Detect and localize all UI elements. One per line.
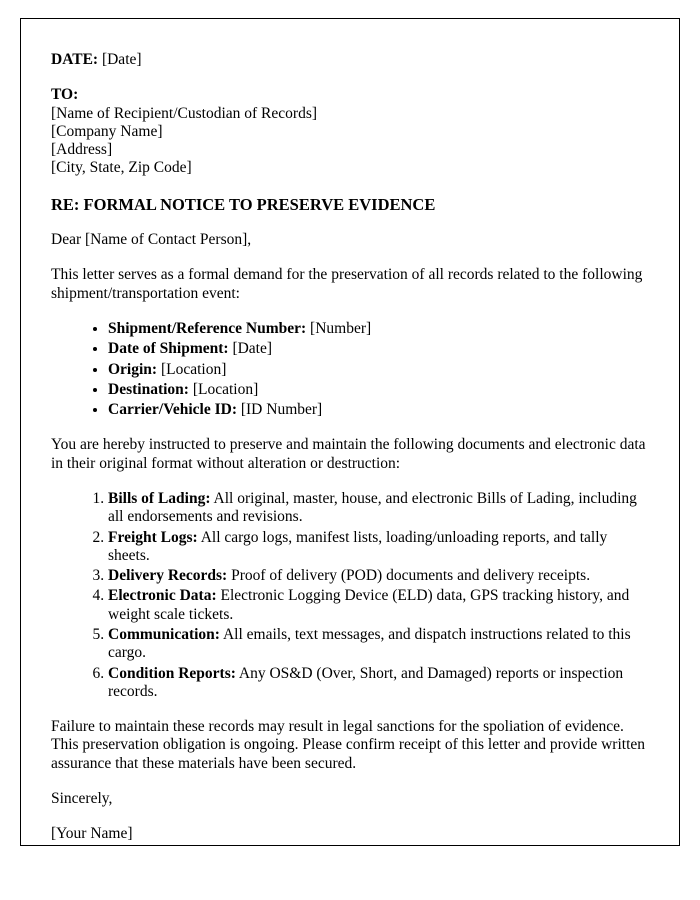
date-line <box>51 51 649 69</box>
detail-label: Destination: <box>108 380 189 398</box>
item-label: Communication: <box>108 625 220 643</box>
list-item <box>108 490 649 527</box>
recipient-block <box>51 86 649 177</box>
item-label: Electronic Data: <box>108 587 217 605</box>
recipient-address: [Address] <box>51 141 113 159</box>
recipient-company: [Company Name] <box>51 122 163 140</box>
signature-name: [Your Name] <box>51 825 133 843</box>
detail-label: Shipment/Reference Number: <box>108 320 307 337</box>
item-label: Bills of Lading: <box>108 489 211 507</box>
item-text: All original, master, house, and electronic Bills of Lading, including all endorsements and revisions. <box>108 489 637 526</box>
list-item <box>108 567 649 585</box>
list-item <box>108 381 649 399</box>
item-text: Any OS&D (Over, Short, and Damaged) reports or inspection records. <box>108 664 624 700</box>
recipient-city-state-zip: [City, State, Zip Code] <box>51 159 192 177</box>
detail-label: Origin: <box>108 360 158 378</box>
item-text: Proof of delivery (POD) documents and delivery receipts. <box>231 567 591 585</box>
list-item <box>108 401 649 419</box>
shipment-details-list <box>51 320 649 419</box>
detail-value: [Location] <box>192 380 259 398</box>
item-text: All cargo logs, manifest lists, loading/unloading reports, and tally sheets. <box>108 528 608 564</box>
detail-value: [Number] <box>310 320 372 337</box>
detail-label: Date of Shipment: <box>108 340 229 358</box>
list-item <box>108 361 649 379</box>
intro-paragraph: This letter serves as a formal demand for the preservation of all records related to the following shipment/transportation event: <box>51 266 643 302</box>
letter-document <box>20 18 680 846</box>
item-label: Freight Logs: <box>108 528 198 546</box>
detail-value: [Date] <box>232 340 273 358</box>
detail-label: Carrier/Vehicle ID: <box>108 401 237 419</box>
list-item <box>108 529 649 566</box>
item-text: Electronic Logging Device (ELD) data, GPS tracking history, and weight scale tickets. <box>108 587 630 623</box>
salutation: Dear [Name of Contact Person], <box>51 231 252 249</box>
list-item <box>108 587 649 624</box>
to-label: TO: <box>51 86 79 104</box>
list-item <box>108 626 649 663</box>
date-label: DATE: <box>51 51 99 68</box>
item-label: Delivery Records: <box>108 567 228 585</box>
subject-line: RE: FORMAL NOTICE TO PRESERVE EVIDENCE <box>51 194 436 214</box>
list-item <box>108 320 649 338</box>
date-value: [Date] <box>101 51 142 68</box>
list-item <box>108 665 649 702</box>
instruction-paragraph: You are hereby instructed to preserve and maintain the following documents and electronic data in their original format without alteration or destruction: <box>51 436 646 472</box>
list-item <box>108 340 649 358</box>
item-text: All emails, text messages, and dispatch instructions related to this cargo. <box>108 625 631 662</box>
detail-value: [ID Number] <box>240 401 323 419</box>
recipient-name: [Name of Recipient/Custodian of Records] <box>51 104 318 122</box>
item-label: Condition Reports: <box>108 664 236 682</box>
detail-value: [Location] <box>160 360 227 378</box>
preserve-items-list <box>51 490 649 701</box>
closing-paragraph: Failure to maintain these records may result in legal sanctions for the spoliation of evidence. This preservation obligation is ongoing. Please confirm receipt of this letter and provide written assurance that these materials have been secured. <box>51 718 646 772</box>
signoff: Sincerely, <box>51 789 113 807</box>
